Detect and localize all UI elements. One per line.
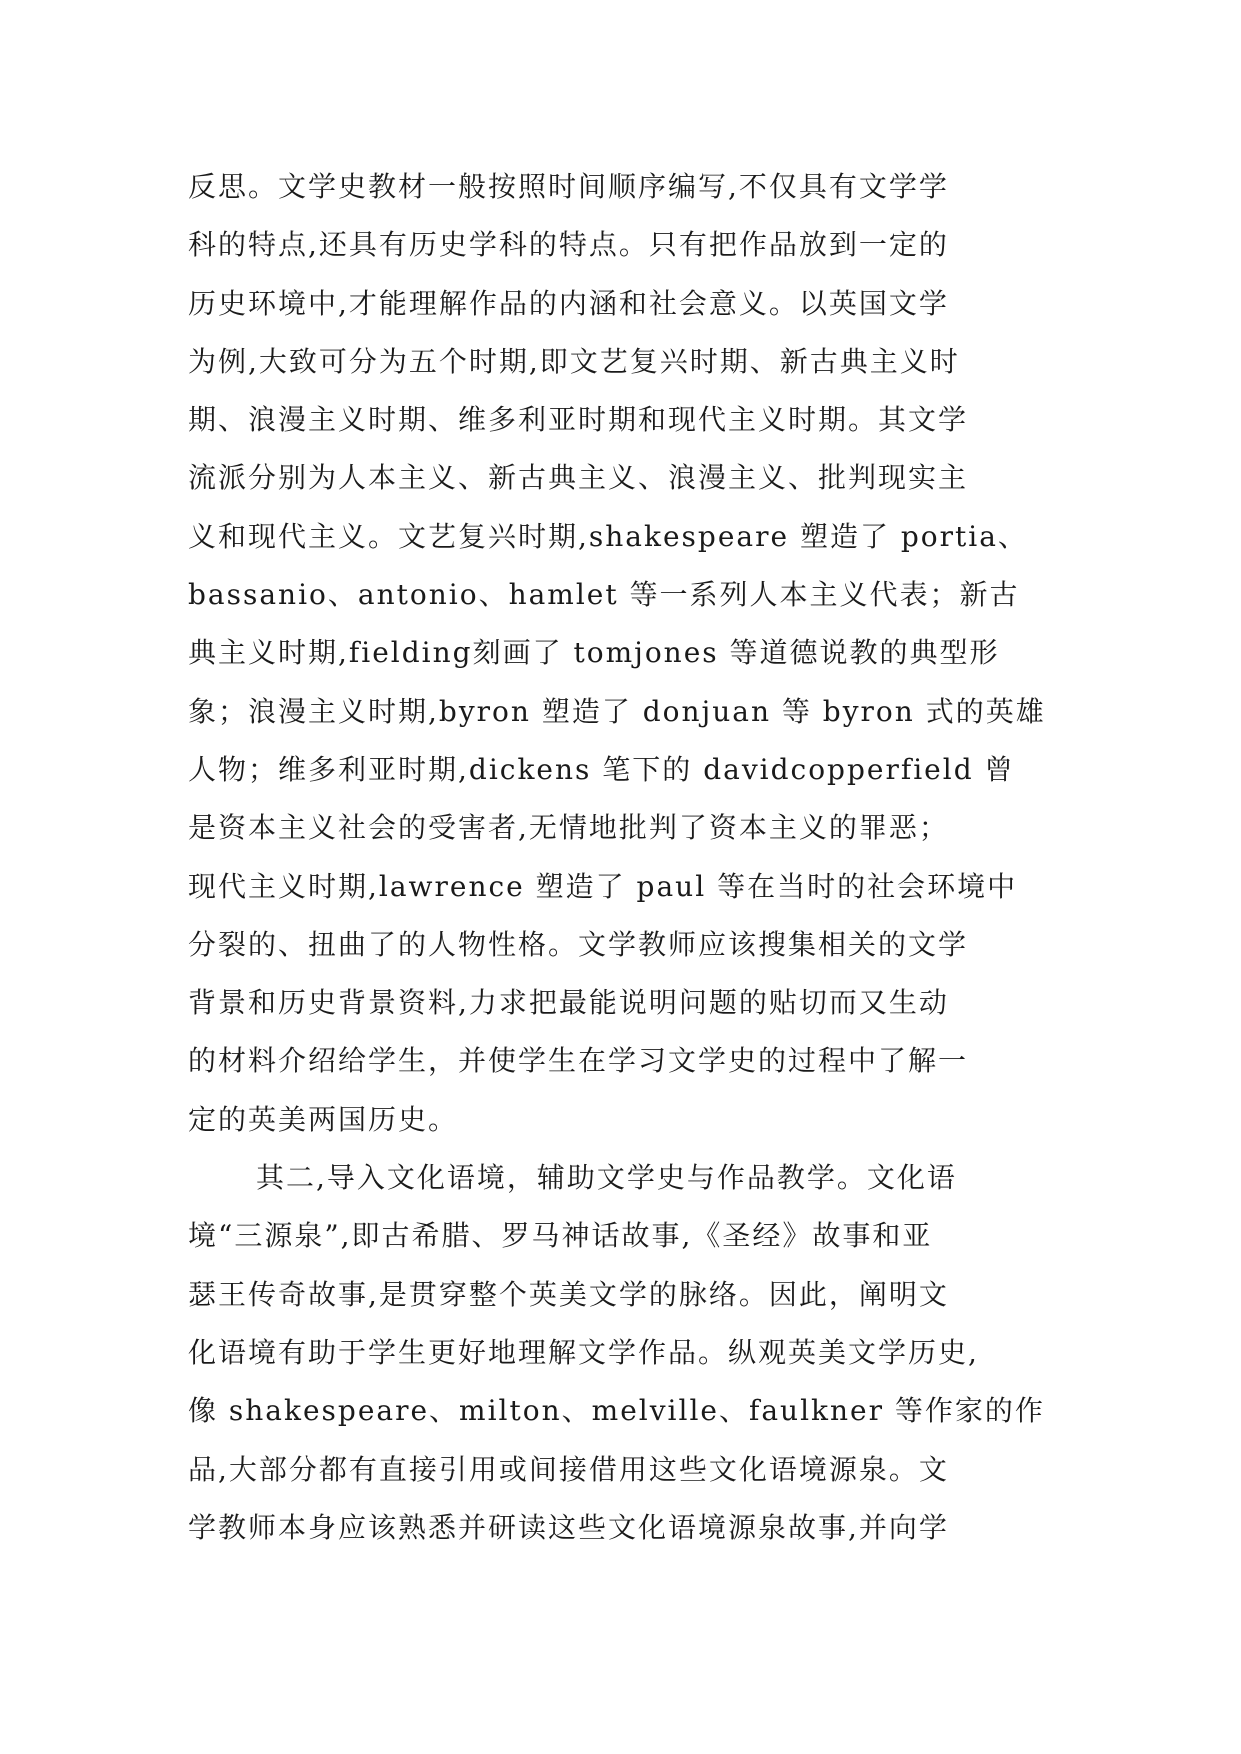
text-line: 像 shakespeare、milton、melville、faulkner 等作家的作 <box>188 1394 1045 1428</box>
text-line: 化语境有助于学生更好地理解文学作品。纵观英美文学历史, <box>188 1335 979 1369</box>
text-line: bassanio、antonio、hamlet 等一系列人本主义代表；新古 <box>188 578 1020 612</box>
text-line: 现代主义时期,lawrence 塑造了 paul 等在当时的社会环境中 <box>188 869 1018 903</box>
text-line: 是资本主义社会的受害者,无情地批判了资本主义的罪恶； <box>188 811 949 845</box>
body-text <box>188 158 1068 1557</box>
text-line: 其二,导入文化语境，辅助文学史与作品教学。文化语 <box>256 1161 957 1195</box>
text-line: 学教师本身应该熟悉并研读这些文化语境源泉故事,并向学 <box>188 1510 949 1544</box>
text-line: 历史环境中,才能理解作品的内涵和社会意义。以英国文学 <box>188 286 949 320</box>
paragraph-2 <box>188 1149 1068 1557</box>
text-line: 定的英美两国历史。 <box>188 1102 459 1136</box>
text-line: 象；浪漫主义时期,byron 塑造了 donjuan 等 byron 式的英雄 <box>188 694 1046 728</box>
text-line: 为例,大致可分为五个时期,即文艺复兴时期、新古典主义时 <box>188 344 960 378</box>
text-line: 境“三源泉”,即古希腊、罗马神话故事,《圣经》故事和亚 <box>188 1219 933 1253</box>
text-line: 分裂的、扭曲了的人物性格。文学教师应该搜集相关的文学 <box>188 927 969 961</box>
text-line: 背景和历史背景资料,力求把最能说明问题的贴切而又生动 <box>188 986 949 1020</box>
text-line: 瑟王传奇故事,是贯穿整个英美文学的脉络。因此，阐明文 <box>188 1277 949 1311</box>
text-line: 典主义时期,fielding刻画了 tomjones 等道德说教的典型形 <box>188 636 1000 670</box>
text-line: 义和现代主义。文艺复兴时期,shakespeare 塑造了 portia、 <box>188 519 1028 553</box>
paragraph-1 <box>188 158 1068 1149</box>
text-line: 流派分别为人本主义、新古典主义、浪漫主义、批判现实主 <box>188 461 969 495</box>
text-line: 反思。文学史教材一般按照时间顺序编写,不仅具有文学学 <box>188 170 949 203</box>
text-line: 的材料介绍给学生，并使学生在学习文学史的过程中了解一 <box>188 1044 969 1078</box>
text-line: 品,大部分都有直接引用或间接借用这些文化语境源泉。文 <box>188 1452 949 1486</box>
text-line: 期、浪漫主义时期、维多利亚时期和现代主义时期。其文学 <box>188 403 969 437</box>
text-line: 人物；维多利亚时期,dickens 笔下的 davidcopperfield 曾 <box>188 752 1015 786</box>
text-line: 科的特点,还具有历史学科的特点。只有把作品放到一定的 <box>188 228 949 262</box>
